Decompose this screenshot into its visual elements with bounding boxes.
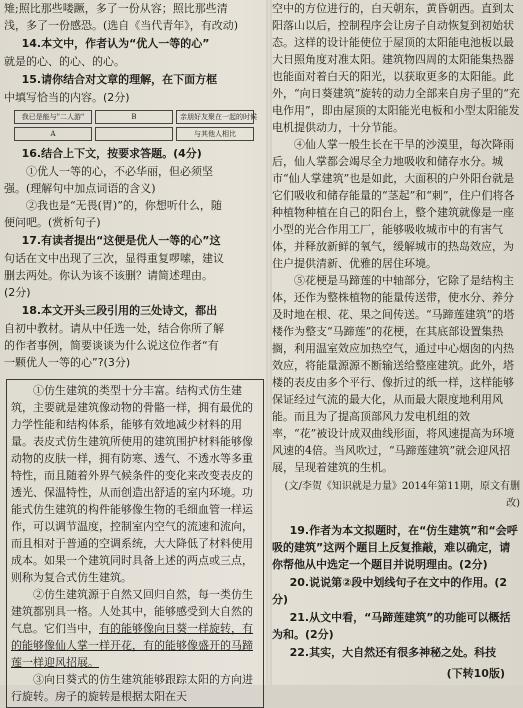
- question-19: 19.作者为本文拟题时，在“仿生建筑”和“会呼吸的建筑”这两个题目上反复推敲，难以确定，请你帮他从中选定一个题目并说明理由。(2分): [272, 524, 518, 571]
- question-17-line-3: 删去两处。你认为该不该删？请简述理由。: [4, 269, 213, 282]
- question-18-line-3: 的作者事例，简要谈谈为什么说这位作者“有: [4, 339, 219, 352]
- box-cell: A: [14, 127, 92, 141]
- question-17-line-4: (2分): [4, 286, 31, 299]
- box-cell: [95, 127, 173, 141]
- question-18-line-1: 18.本文开头三段引用的三处诗文，都出: [21, 304, 218, 317]
- left-column: [4, 0, 266, 703]
- box-cell: 我已是能与"二人游": [14, 110, 92, 124]
- question-18-line-4: 一颗优人一等的心”?(3分): [4, 356, 131, 369]
- reading-passage-box: [6, 379, 264, 708]
- question-17-line-1: 17.有读者提出“这便是优人一等的心”这: [21, 234, 221, 247]
- passage-paragraph-4: ④仙人掌一般生长在干旱的沙漠里，每次降雨后，仙人掌都会竭尽全力地吸收和储存水分。城市“仙人掌建筑”也是如此，大面积的户外阳台就是它们吸收和储存能量的“茎起”和“刺”，住户们将各种植物种植在自己的阳台上，整个建筑就像是一座小型的光合作用工厂，能够吸收城市中的有害气体，并释放新鲜的氧气，缓解城市的热岛效应，为住户提供清新、优雅的居住环境。: [272, 138, 515, 270]
- question-18-line-2: 自初中教材。请从中任选一处，结合你所了解: [4, 322, 224, 335]
- question-15-line-1: 15.请你结合对文章的理解，在下面方框: [21, 73, 218, 86]
- question-14-line-2: 就是的心、的心、的心。: [4, 55, 125, 68]
- question-22: 22.其实，大自然还有很多神秘之处。科技: [289, 646, 497, 659]
- question-21: 21.从文中看，“马蹄莲建筑”的功能可以概括为和。(2分): [272, 611, 511, 641]
- passage-paragraph-3-continued: 空中的方位进行的，白天朝东，黄昏朝西。直到太阳落山以后，控制程序会让房子自动恢复到初始状态。这样的设计能使位于屋顶的太阳能电池板以最大日照角度对准太阳。建筑物四周的太阳能集热器也能面对着白天的阳光，以获取更多的太阳能。此外，“向日葵建筑”旋转的动力全部来自房子里的“充电作用”，即由屋顶的太阳能光电板和小型太阳能发电机提供动力，十分节能。: [272, 2, 520, 134]
- top-line-1: 雉;照比那些喽蹶，多了一份从容；照比那些清: [4, 2, 228, 15]
- passage-paragraph-1: ①仿生建筑的类型十分丰富。结构式仿生建筑，主要就是建筑像动物的骨骼一样，拥有最优的力学性能和结构体系，能够有效地减少材料的用量。表皮式仿生建筑所使用的建筑围护材料能够像动物的皮肤一样，拥有防寒、透气、不透水等多重特性，而且随着外界气候条件的变化来改变表皮的透光、保温特性，从而创造出舒适的室内环境。功能式仿生建筑的构件能够像生物的毛细血管一样运作，可以调节温度，控制室内空气的流速和流向，而且相对于普通的空调系统，大大降低了材料使用成本。如果一个建筑同时具备上述的两点或三点，则称为复合式仿生建筑。: [11, 384, 253, 584]
- passage-paragraph-3: ③向日葵式的仿生建筑能够跟踪太阳的方向进行旋转。房子的旋转是根据太阳在天: [11, 673, 253, 703]
- question-14-line-1: 14.本文中，作者认为“优人一等的心”: [21, 37, 210, 50]
- right-column: [272, 0, 520, 685]
- question-16-1b: 强。(理解句中加点词语的含义): [4, 182, 156, 195]
- question-17-line-2: 句话在文中出现了三次，显得重复啰嗦，建议: [4, 252, 224, 265]
- question-16-2b: 便问吧。(赏析句子): [4, 216, 101, 229]
- passage-paragraph-2: [11, 586, 259, 671]
- question-16: 16.结合上下文，按要求答题。(4分): [21, 147, 202, 160]
- paragraph-2-text: ②仿生建筑源于自然又回归自然，每一类仿生建筑都别具一格。人处其中，能够感受到大自然的气息。它们当中，: [11, 588, 253, 635]
- box-cell: B: [95, 110, 173, 124]
- top-line-2: 浅，多了一份感恐。(选自《当代青年》，有改动): [4, 19, 239, 32]
- question-15-line-2: 中填写恰当的内容。(2分): [4, 91, 130, 104]
- question-16-2a: ②我也是“无畏(胃)”的，你想听什么，随: [26, 199, 222, 212]
- passage-source: (文/李贺《知识就是力量》2014年第11期，原文有删改): [284, 481, 520, 509]
- question-20: 20.说说第②段中划线句子在文中的作用。(2分): [272, 576, 508, 606]
- continued-footer: (下转10版): [446, 667, 505, 680]
- box-cell: 亲朋好友聚在一起的时候: [176, 110, 254, 124]
- box-cell: 与其他人相比: [176, 127, 254, 141]
- passage-paragraph-5: ⑤花梗是马蹄莲的中轴部分，它除了是结构主体，还作为整株植物的能量传送带，使水分、养分及时地在根、花、果之间传送。“马蹄莲建筑”的塔楼作为整支“马蹄莲”的花梗，在其底部设置集热搁，利用温室效应加热空气，通过中心烟囱的内热效应，将能量源源不断输送给整座建筑。此外，塔楼的表皮由多个平行、像折过的纸一样，这样能够保证经过气流的最大化，从而最大限度地利用风能。而且为了提高顶部风力发电机组的效率，“花”被设计成双曲线形面，将风速提高为环境风速的4倍。当风吹过，“马蹄莲建筑”就会迎风招展，呈现着建筑的生机。: [272, 274, 515, 474]
- question-16-1a: ①优人一等的心，不必华丽，但必须坚: [26, 165, 213, 178]
- question-15-box-table: [14, 110, 256, 141]
- paragraph-2-underlined-sentence: 有的能够像向日葵一样旋转，有的能够像仙人掌一样开花，有的能够像盛开的马蹄莲一样迎风招展。: [11, 622, 253, 669]
